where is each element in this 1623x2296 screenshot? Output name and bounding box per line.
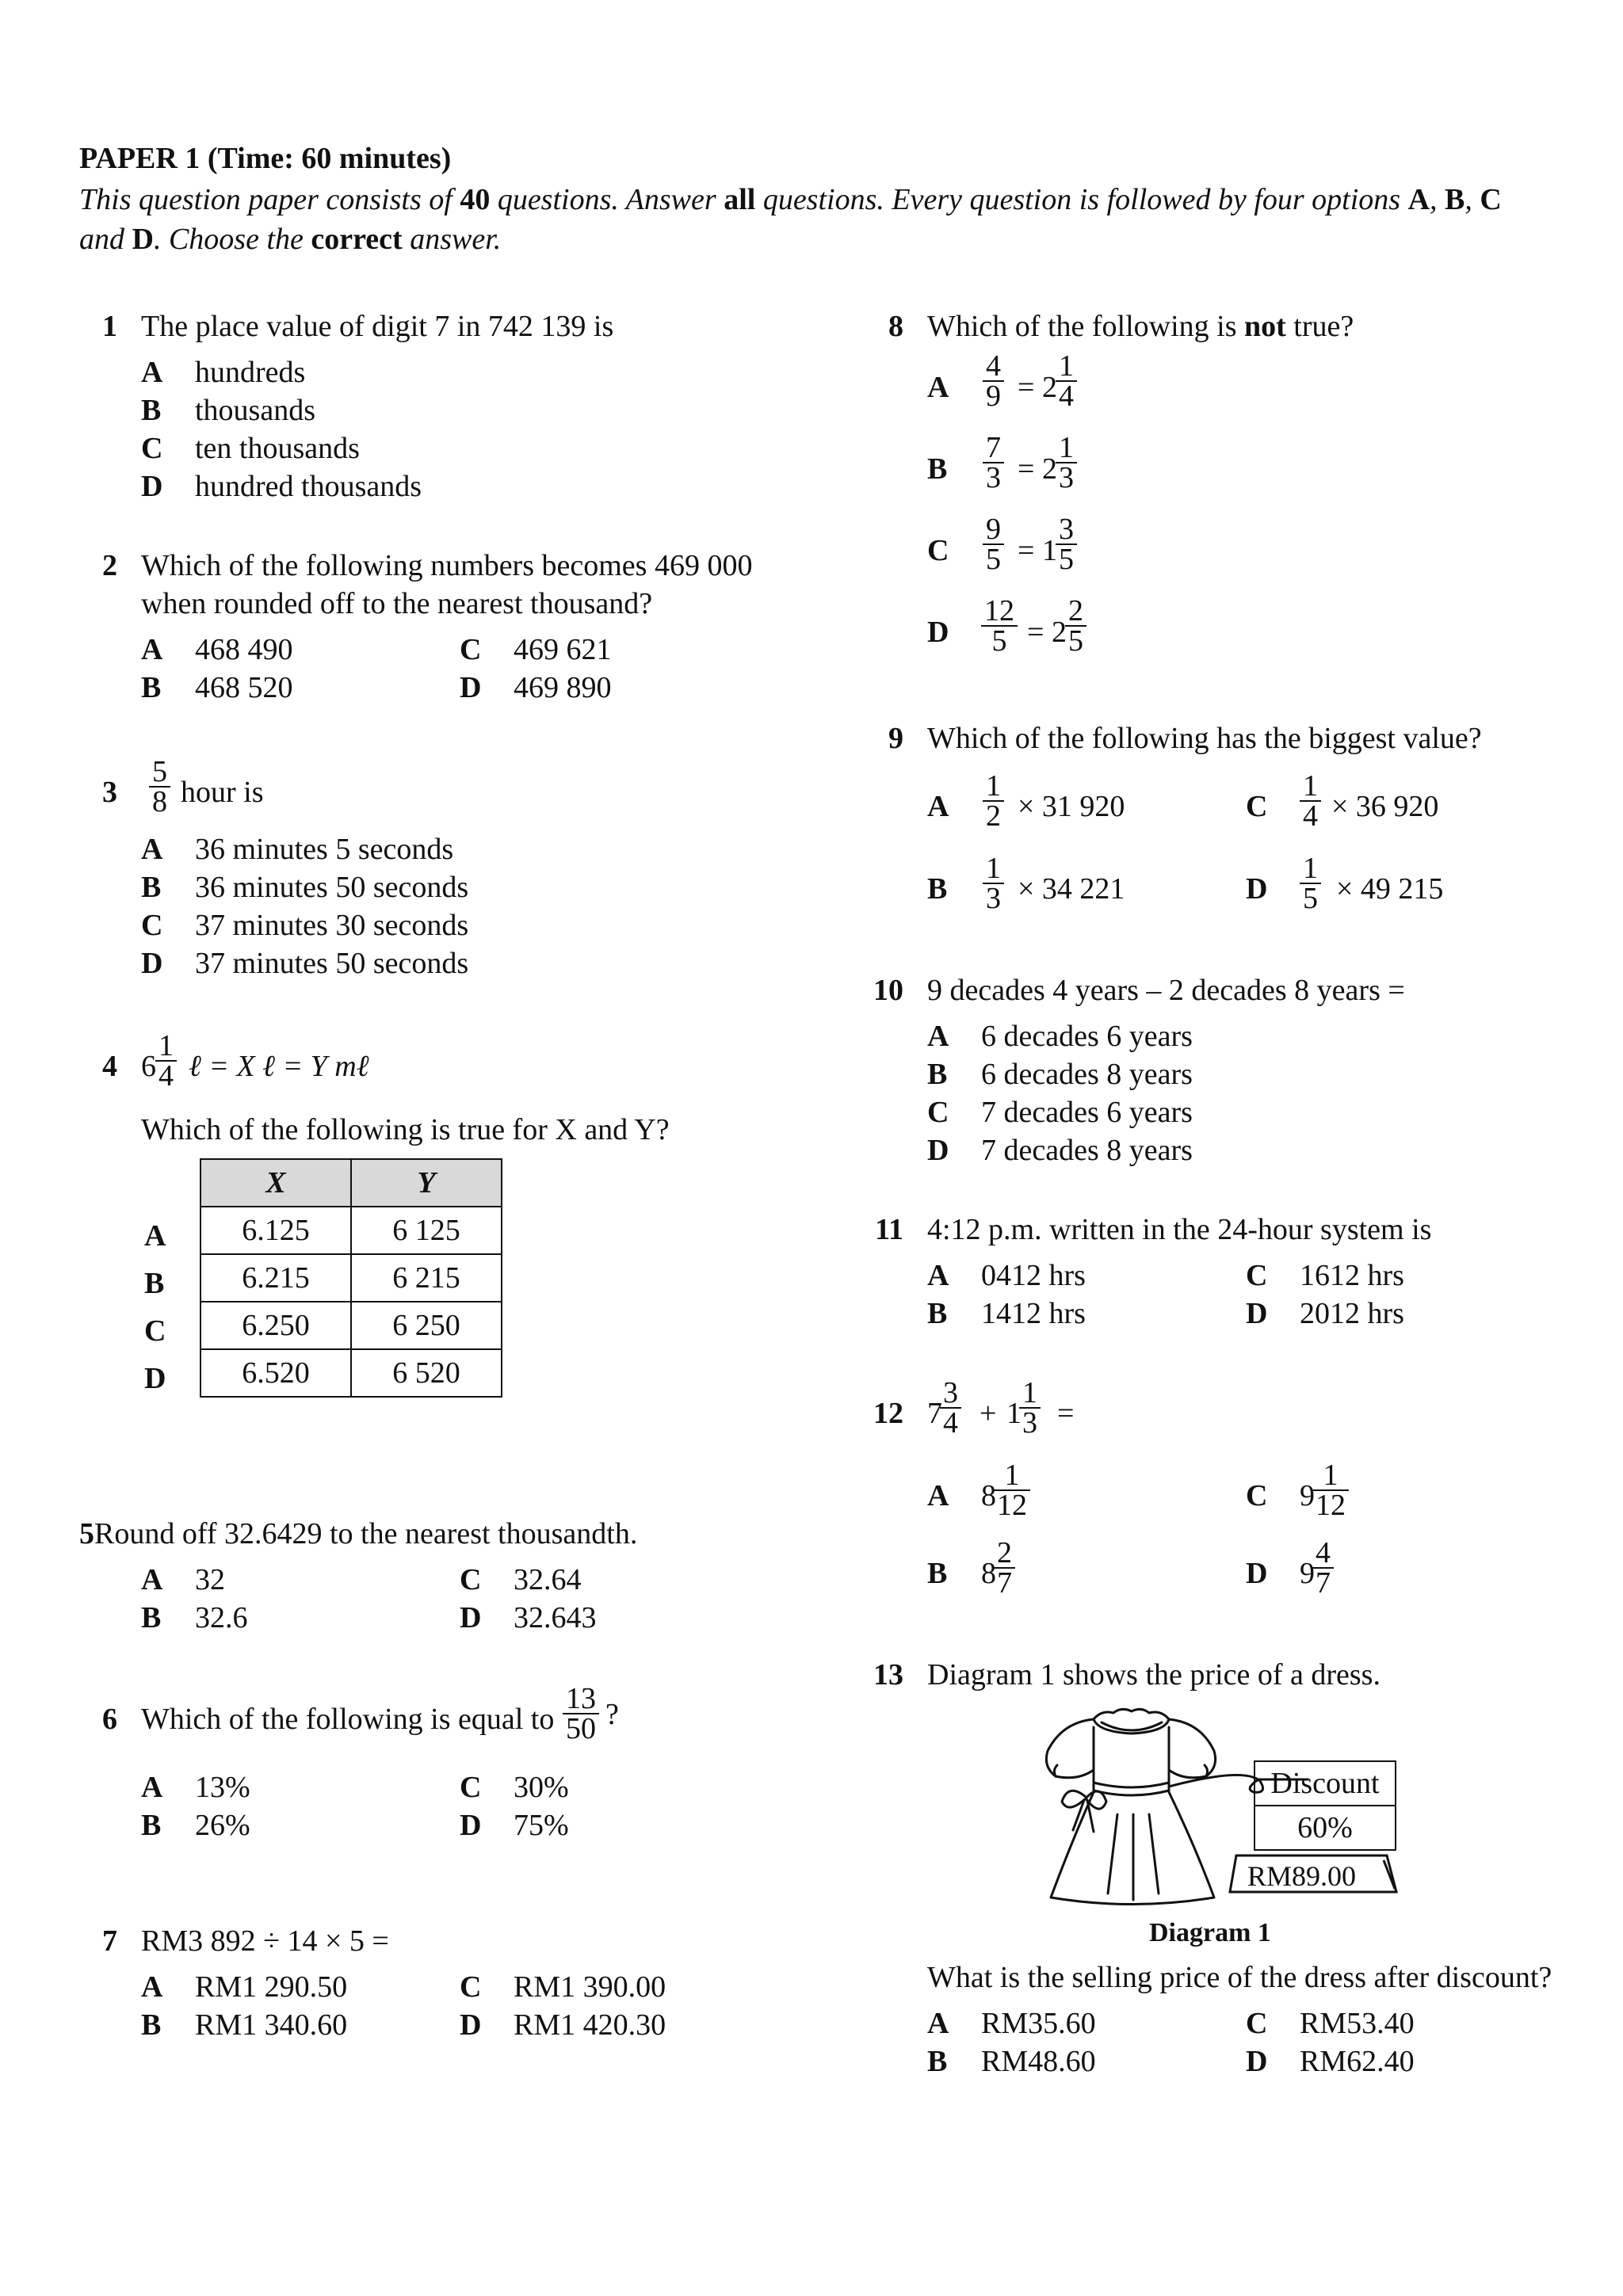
- fraction: [1312, 1461, 1349, 1520]
- numerator: 1: [1019, 1379, 1041, 1409]
- mixed-whole: 8: [981, 1557, 996, 1590]
- question-text-part: Which of the following is: [927, 310, 1244, 343]
- option-letter: B: [927, 1297, 948, 1330]
- mixed-whole: 8: [981, 1479, 996, 1512]
- question-number: 11: [875, 1213, 903, 1246]
- denominator: 4: [943, 1406, 958, 1440]
- option-letter: B: [141, 1601, 162, 1634]
- denominator: 9: [986, 379, 1001, 413]
- instruction-option-c: C: [1480, 183, 1502, 216]
- option-text: 7 decades 8 years: [981, 1134, 1193, 1167]
- option-text: 32.64: [514, 1563, 582, 1596]
- numerator: 3: [1056, 515, 1077, 545]
- option-letter: C: [460, 1563, 482, 1596]
- option-text: 75%: [514, 1809, 569, 1842]
- option-letter: A: [144, 1219, 166, 1253]
- option-letter: A: [141, 1771, 163, 1804]
- equals-whole: = 2: [1018, 371, 1057, 404]
- option-letter: D: [1246, 2045, 1268, 2078]
- question-number: 13: [873, 1658, 903, 1691]
- option-letter: B: [927, 1058, 948, 1091]
- fraction: [1056, 349, 1077, 413]
- question-text: What is the selling price of the dress after discount?: [927, 1961, 1552, 1994]
- discount-box: [1254, 1760, 1396, 1851]
- option-text: 37 minutes 30 seconds: [195, 909, 469, 942]
- numerator: 1: [1300, 772, 1321, 802]
- denominator: 3: [986, 461, 1001, 494]
- column-x-header: X: [200, 1159, 351, 1207]
- table-row: [200, 1302, 502, 1349]
- equals-sign: =: [1057, 1397, 1075, 1430]
- whole-number: 2: [1041, 371, 1057, 404]
- numerator: 1: [983, 854, 1004, 884]
- option-text: 0412 hrs: [981, 1259, 1086, 1292]
- denominator: 4: [1303, 799, 1318, 833]
- option-text: 1612 hrs: [1300, 1259, 1404, 1292]
- option-text: RM35.60: [981, 2007, 1096, 2040]
- option-letter: D: [927, 616, 949, 649]
- denominator: 3: [1059, 461, 1074, 494]
- option-letter: B: [927, 1557, 948, 1590]
- option-text: 1412 hrs: [981, 1297, 1086, 1330]
- fraction: [1019, 1376, 1041, 1440]
- instruction-text: and: [79, 223, 132, 256]
- discount-value: 60%: [1297, 1811, 1353, 1844]
- numerator: 1: [983, 772, 1004, 802]
- whole-number: 2: [1051, 616, 1067, 649]
- instruction-count: 40: [460, 183, 491, 216]
- question-text: Which of the following is true for X and Y?: [141, 1113, 670, 1146]
- option-text: thousands: [195, 394, 315, 427]
- option-text: 37 minutes 50 seconds: [195, 947, 469, 980]
- fraction: [981, 594, 1018, 658]
- mixed-whole: 7: [927, 1397, 942, 1430]
- denominator: 4: [158, 1059, 174, 1093]
- option-text: 32: [195, 1563, 225, 1596]
- table-row: [200, 1207, 502, 1254]
- option-text: 30%: [514, 1771, 569, 1804]
- denominator: 3: [1022, 1406, 1037, 1440]
- question-text: Which of the following is equal to: [141, 1703, 555, 1736]
- denominator: 4: [1059, 379, 1074, 413]
- mixed-whole: 6: [141, 1050, 156, 1083]
- numerator: 2: [994, 1539, 1015, 1569]
- question-number: 2: [102, 549, 117, 582]
- option-letter: D: [1246, 1557, 1268, 1590]
- option-text: RM62.40: [1300, 2045, 1415, 2078]
- option-letter: B: [141, 671, 162, 704]
- question-emphasis: not: [1243, 310, 1286, 343]
- option-letter: C: [460, 1771, 482, 1804]
- column-y-header: Y: [351, 1159, 502, 1207]
- question-text: RM3 892 ÷ 14 × 5 =: [141, 1924, 389, 1958]
- question-text: 4:12 p.m. written in the 24-hour system is: [927, 1213, 1432, 1246]
- question-number: 7: [102, 1924, 117, 1958]
- option-letter: C: [141, 432, 163, 465]
- question-number: 10: [873, 974, 903, 1007]
- option-letter: B: [927, 2045, 948, 2078]
- option-letter: C: [927, 1096, 949, 1129]
- mixed-whole: 9: [1300, 1479, 1315, 1512]
- option-letter: D: [141, 470, 163, 503]
- option-letter: D: [141, 947, 163, 980]
- option-text: RM1 420.30: [514, 2008, 666, 2042]
- option-text: RM53.40: [1300, 2007, 1415, 2040]
- fraction: [983, 433, 1004, 492]
- option-text: 36 minutes 50 seconds: [195, 871, 469, 904]
- fraction: [994, 1536, 1015, 1600]
- denominator: 3: [986, 882, 1001, 915]
- fraction: [983, 854, 1004, 913]
- option-text: ten thousands: [195, 432, 360, 465]
- option-letter: D: [460, 1601, 482, 1634]
- option-letter: A: [141, 633, 163, 666]
- equals-whole: = 2: [1018, 452, 1057, 486]
- option-text: 2012 hrs: [1300, 1297, 1404, 1330]
- equation-text: ℓ = X ℓ = Y mℓ: [189, 1050, 369, 1083]
- fraction: [983, 769, 1004, 833]
- table-cell: 6 125: [351, 1207, 502, 1254]
- option-letter: A: [927, 790, 949, 823]
- option-letter: D: [144, 1362, 166, 1395]
- numerator: 4: [983, 352, 1004, 382]
- instruction-text: ,: [1430, 183, 1445, 216]
- option-letter: B: [144, 1267, 165, 1300]
- option-text: RM1 290.50: [195, 1970, 348, 2004]
- numerator: 1: [155, 1032, 177, 1062]
- denominator: 8: [152, 785, 167, 818]
- option-text: × 31 920: [1018, 790, 1125, 823]
- numerator: 3: [940, 1379, 961, 1409]
- price-tag-text: RM89.00: [1247, 1860, 1357, 1892]
- question-number: 6: [102, 1703, 117, 1736]
- option-text: 7 decades 6 years: [981, 1096, 1193, 1129]
- table-cell: 6.250: [200, 1302, 351, 1349]
- option-text: RM48.60: [981, 2045, 1096, 2078]
- option-text: hundreds: [195, 356, 306, 389]
- table-cell: 6.215: [200, 1254, 351, 1302]
- fraction: [1300, 769, 1321, 833]
- diagram-caption: Diagram 1: [1149, 1918, 1271, 1947]
- option-letter: D: [1246, 872, 1268, 906]
- question-text: The place value of digit 7 in 742 139 is: [141, 310, 614, 343]
- denominator: 5: [1059, 543, 1074, 576]
- question-5: [79, 1515, 637, 1553]
- option-text: × 49 215: [1336, 872, 1444, 906]
- question-text: 9 decades 4 years – 2 decades 8 years =: [927, 974, 1405, 1007]
- option-letter: B: [141, 1809, 162, 1842]
- fraction: [1056, 515, 1077, 574]
- numerator: 7: [983, 433, 1004, 463]
- option-text: 32.6: [195, 1601, 248, 1634]
- question-number: 12: [873, 1397, 903, 1430]
- option-letter: A: [141, 356, 163, 389]
- option-text: 468 520: [195, 671, 293, 704]
- fraction: [563, 1684, 599, 1743]
- instruction-option-a: A: [1407, 183, 1430, 216]
- numerator: 1: [1056, 433, 1077, 463]
- instruction-text: ,: [1465, 183, 1480, 216]
- instruction-option-b: B: [1445, 183, 1465, 216]
- option-letter: B: [927, 872, 948, 906]
- option-letter: C: [141, 909, 163, 942]
- plus-sign: +: [980, 1397, 997, 1430]
- option-letter: B: [141, 871, 162, 904]
- question-text: Which of the following numbers becomes 469 000: [141, 549, 753, 582]
- denominator: 5: [991, 624, 1007, 658]
- option-text: 13%: [195, 1771, 250, 1804]
- numerator: 9: [983, 515, 1004, 545]
- numerator: 1: [1312, 1461, 1349, 1491]
- whole-number: 2: [1041, 452, 1057, 486]
- option-letter: A: [927, 1020, 949, 1053]
- question-text: Round off 32.6429 to the nearest thousandth.: [94, 1517, 638, 1550]
- option-letter: C: [144, 1314, 166, 1348]
- option-letter: A: [927, 371, 949, 404]
- instruction-option-d: D: [132, 223, 154, 256]
- fraction: [983, 515, 1004, 574]
- table-cell: 6.520: [200, 1349, 351, 1397]
- discount-label: Discount: [1255, 1762, 1395, 1806]
- option-text: 26%: [195, 1809, 250, 1842]
- option-letter: D: [927, 1134, 949, 1167]
- option-text: × 36 920: [1331, 790, 1439, 823]
- instructions-line-1: [79, 181, 1502, 219]
- question-text: [927, 307, 1354, 345]
- option-text: 469 621: [514, 633, 612, 666]
- denominator: 50: [566, 1712, 596, 1745]
- fraction: [1065, 594, 1086, 658]
- question-number: 3: [102, 776, 117, 809]
- option-text: 469 890: [514, 671, 612, 704]
- option-letter: B: [141, 394, 162, 427]
- equals-whole: = 1: [1018, 534, 1057, 567]
- fraction: [155, 1029, 177, 1093]
- option-letter: A: [141, 1970, 163, 2004]
- option-text: 6 decades 8 years: [981, 1058, 1193, 1091]
- xy-table: [200, 1158, 502, 1398]
- question-number: 5: [79, 1517, 94, 1550]
- option-text: RM1 390.00: [514, 1970, 666, 2004]
- fraction: [983, 349, 1004, 413]
- option-text: 6 decades 6 years: [981, 1020, 1193, 1053]
- option-letter: C: [1246, 790, 1268, 823]
- instruction-text: questions. Answer: [490, 183, 724, 216]
- option-letter: C: [1246, 2007, 1268, 2040]
- option-text: 468 490: [195, 633, 293, 666]
- whole-number: 1: [1041, 534, 1057, 567]
- table-cell: 6 215: [351, 1254, 502, 1302]
- numerator: 12: [981, 597, 1018, 627]
- option-text: × 34 221: [1018, 872, 1125, 906]
- denominator: 5: [1303, 882, 1318, 915]
- option-letter: C: [1246, 1259, 1268, 1292]
- numerator: 1: [994, 1461, 1030, 1491]
- option-letter: D: [460, 671, 482, 704]
- instructions-line-2: [79, 220, 501, 258]
- table-cell: 6 520: [351, 1349, 502, 1397]
- mixed-whole: 1: [1006, 1397, 1022, 1430]
- question-text: Which of the following has the biggest value?: [927, 722, 1482, 755]
- fraction: [149, 757, 170, 816]
- table-header-row: [200, 1159, 502, 1207]
- option-letter: A: [927, 2007, 949, 2040]
- fraction: [994, 1461, 1030, 1520]
- fraction: [1056, 433, 1077, 492]
- option-letter: B: [141, 2008, 162, 2042]
- question-text-part: true?: [1285, 310, 1354, 343]
- numerator: 1: [1056, 352, 1077, 382]
- mixed-whole: 9: [1300, 1557, 1315, 1590]
- table-row: [200, 1254, 502, 1302]
- fraction: [940, 1376, 961, 1440]
- option-letter: C: [1246, 1479, 1268, 1512]
- numerator: 13: [563, 1684, 599, 1714]
- instruction-text: This question paper consists of: [79, 183, 460, 216]
- denominator: 12: [997, 1489, 1027, 1522]
- question-number: 4: [102, 1050, 117, 1083]
- instruction-text: questions. Every question is followed by four options: [755, 183, 1408, 216]
- option-letter: C: [927, 534, 949, 567]
- question-text: when rounded off to the nearest thousand?: [141, 587, 653, 620]
- question-text: Diagram 1 shows the price of a dress.: [927, 1658, 1381, 1691]
- question-mark: ?: [605, 1698, 619, 1731]
- numerator: 1: [1300, 854, 1321, 884]
- numerator: 4: [1312, 1539, 1334, 1569]
- option-letter: D: [1246, 1297, 1268, 1330]
- paper-title: PAPER 1 (Time: 60 minutes): [79, 142, 452, 175]
- instruction-text: answer.: [402, 223, 502, 256]
- denominator: 7: [1316, 1566, 1331, 1600]
- option-text: 36 minutes 5 seconds: [195, 833, 454, 866]
- denominator: 12: [1316, 1489, 1346, 1522]
- question-number: 9: [888, 722, 903, 755]
- option-letter: A: [141, 1563, 163, 1596]
- option-letter: A: [927, 1479, 949, 1512]
- fraction: [1300, 854, 1321, 913]
- option-letter: A: [927, 1259, 949, 1292]
- table-row: [200, 1349, 502, 1397]
- denominator: 5: [986, 543, 1001, 576]
- option-letter: C: [460, 1970, 482, 2004]
- option-letter: D: [460, 1809, 482, 1842]
- option-letter: C: [460, 633, 482, 666]
- option-letter: B: [927, 452, 948, 486]
- numerator: 2: [1065, 597, 1086, 627]
- question-text: hour is: [181, 776, 264, 809]
- denominator: 2: [986, 799, 1001, 833]
- denominator: 7: [997, 1566, 1012, 1600]
- denominator: 5: [1068, 624, 1083, 658]
- option-letter: A: [141, 833, 163, 866]
- instruction-text: . Choose the: [153, 223, 311, 256]
- table-cell: 6.125: [200, 1207, 351, 1254]
- instruction-all: all: [724, 183, 756, 216]
- table-cell: 6 250: [351, 1302, 502, 1349]
- numerator: 5: [149, 757, 170, 788]
- question-number: 8: [888, 310, 903, 343]
- option-text: hundred thousands: [195, 470, 422, 503]
- equals-whole: = 2: [1027, 616, 1067, 649]
- option-text: RM1 340.60: [195, 2008, 348, 2042]
- instruction-correct: correct: [311, 223, 403, 256]
- fraction: [1312, 1536, 1334, 1600]
- option-letter: D: [460, 2008, 482, 2042]
- question-number: 1: [102, 310, 117, 343]
- option-text: 32.643: [514, 1601, 597, 1634]
